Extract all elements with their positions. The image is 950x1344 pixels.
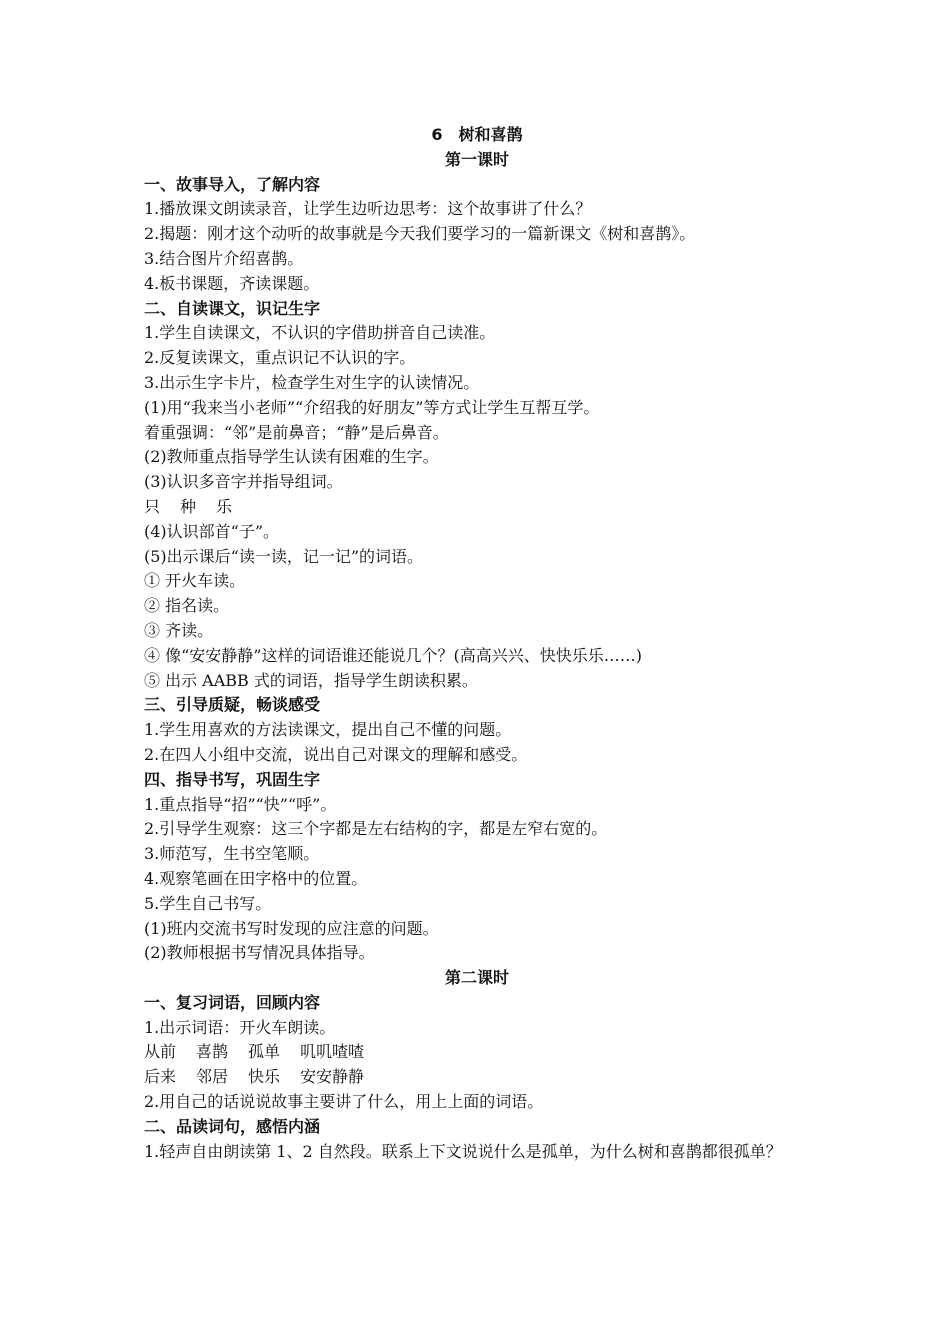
- list-item: (4)认识部首“子”。: [144, 521, 280, 541]
- list-item: 3.师范写，生书空笔顺。: [144, 844, 320, 864]
- list-item: ⑤ 出示 AABB 式的词语，指导学生朗读积累。: [144, 670, 478, 690]
- list-item: 1.学生自读课文，不认识的字借助拼音自己读准。: [144, 323, 496, 343]
- list-item: 1.播放课文朗读录音，让学生边听边思考：这个故事讲了什么？: [144, 199, 592, 219]
- polyphone-char: 乐: [216, 496, 233, 516]
- list-item: (2)教师根据书写情况具体指导。: [144, 943, 375, 963]
- list-item: 1.重点指导“招”“快”“呼”。: [144, 794, 337, 814]
- word-row: [144, 1065, 810, 1090]
- vocab-word: 后来: [144, 1067, 177, 1087]
- section-heading: 四、指导书写，巩固生字: [144, 769, 321, 789]
- vocab-word: 邻居: [196, 1067, 229, 1087]
- list-item: (3)认识多音字并指导组词。: [144, 472, 343, 492]
- list-item: 着重强调：“邻”是前鼻音；“静”是后鼻音。: [144, 422, 449, 442]
- section-heading: 一、复习词语，回顾内容: [144, 992, 321, 1012]
- vocab-word: 安安静静: [300, 1067, 365, 1087]
- vocab-word: 喜鹊: [196, 1042, 229, 1062]
- vocab-word: 快乐: [248, 1067, 281, 1087]
- section-heading: 三、引导质疑，畅谈感受: [144, 695, 321, 715]
- list-item: ① 开火车读。: [144, 571, 246, 591]
- list-item: 5.学生自己书写。: [144, 893, 272, 913]
- list-item: 1.学生用喜欢的方法读课文，提出自己不懂的问题。: [144, 720, 512, 740]
- list-item: ④ 像“安安静静”这样的词语谁还能说几个？(高高兴兴、快快乐乐……): [144, 645, 642, 665]
- list-item: (2)教师重点指导学生认读有困难的生字。: [144, 447, 439, 467]
- list-item: ② 指名读。: [144, 596, 230, 616]
- polyphone-char: 只: [144, 496, 161, 516]
- vocab-word: 孤单: [248, 1042, 281, 1062]
- polyphone-list: [144, 495, 810, 520]
- list-item: (1)班内交流书写时发现的应注意的问题。: [144, 918, 439, 938]
- section-heading: 二、自读课文，识记生字: [144, 298, 321, 318]
- list-item: 2.揭题：刚才这个动听的故事就是今天我们要学习的一篇新课文《树和喜鹊》。: [144, 224, 696, 244]
- word-row: [144, 1040, 810, 1065]
- list-item: 1.轻声自由朗读第 1、2 自然段。联系上下文说说什么是孤单，为什么树和喜鹊都很孤单？: [144, 1141, 782, 1161]
- section-heading: 一、故事导入，了解内容: [144, 174, 321, 194]
- lesson-title: 6 树和喜鹊: [431, 125, 523, 144]
- list-item: (1)用“我来当小老师”“介绍我的好朋友”等方式让学生互帮互学。: [144, 397, 600, 417]
- vocab-word: 从前: [144, 1042, 177, 1062]
- list-item: 4.观察笔画在田字格中的位置。: [144, 868, 368, 888]
- lesson2-heading: 第二课时: [444, 968, 509, 988]
- list-item: 2.用自己的话说说故事主要讲了什么，用上上面的词语。: [144, 1092, 544, 1112]
- list-item: ③ 齐读。: [144, 620, 214, 640]
- list-item: 3.出示生字卡片，检查学生对生字的认读情况。: [144, 372, 480, 392]
- list-item: (5)出示课后“读一读，记一记”的词语。: [144, 546, 424, 566]
- polyphone-char: 种: [180, 496, 197, 516]
- list-item: 2.引导学生观察：这三个字都是左右结构的字，都是左窄右宽的。: [144, 819, 608, 839]
- list-item: 1.出示词语：开火车朗读。: [144, 1017, 336, 1037]
- list-item: 4.板书课题，齐读课题。: [144, 273, 320, 293]
- lesson1-heading: 第一课时: [444, 149, 509, 169]
- list-item: 2.反复读课文，重点识记不认识的字。: [144, 348, 416, 368]
- section-heading: 二、品读词句，感悟内涵: [144, 1116, 321, 1136]
- vocab-word: 叽叽喳喳: [300, 1042, 365, 1062]
- list-item: 3.结合图片介绍喜鹊。: [144, 248, 304, 268]
- list-item: 2.在四人小组中交流，说出自己对课文的理解和感受。: [144, 744, 528, 764]
